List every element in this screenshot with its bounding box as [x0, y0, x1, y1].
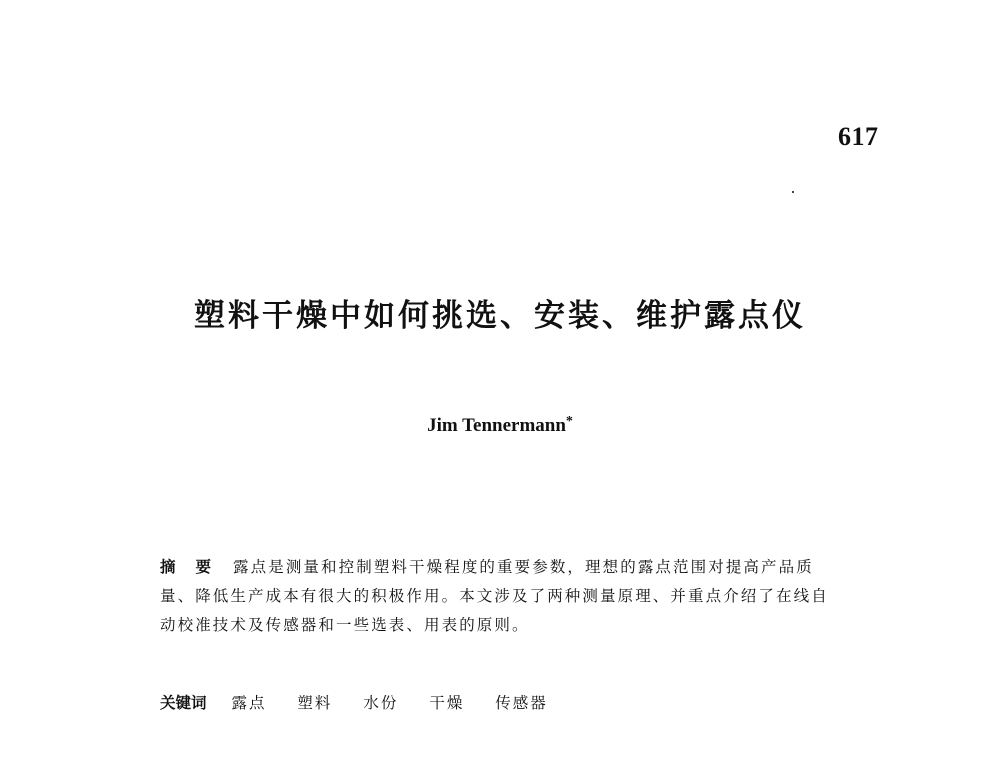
- keyword-item: 塑料: [297, 694, 333, 712]
- keyword-item: 干燥: [429, 694, 465, 712]
- abstract-label: [160, 558, 211, 576]
- abstract-text: 露点是测量和控制塑料干燥程度的重要参数，理想的露点范围对提高产品质量、降低生产成本有很大的积极作用。本文涉及了两种测量原理、并重点介绍了在线自动校准技术及传感器和一些选表、用表的原则。: [160, 558, 829, 634]
- paper-title: 塑料干燥中如何挑选、安装、维护露点仪: [194, 298, 806, 334]
- author-footnote-mark: *: [565, 414, 573, 429]
- keywords-line: [160, 689, 574, 718]
- abstract-label-part1: 摘: [160, 558, 176, 576]
- keyword-item: 水份: [363, 694, 399, 712]
- author-name: Jim Tennermann: [427, 415, 566, 436]
- scan-speck: [792, 191, 794, 193]
- abstract-paragraph: [160, 553, 832, 640]
- keywords-label: 关键词: [160, 694, 207, 712]
- page-number: 617: [838, 122, 879, 151]
- cut-off-next-line: [160, 752, 880, 760]
- abstract-label-part2: 要: [195, 558, 212, 576]
- author-line: [0, 414, 1000, 437]
- keyword-item: 传感器: [495, 694, 548, 712]
- keyword-item: 露点: [231, 694, 267, 712]
